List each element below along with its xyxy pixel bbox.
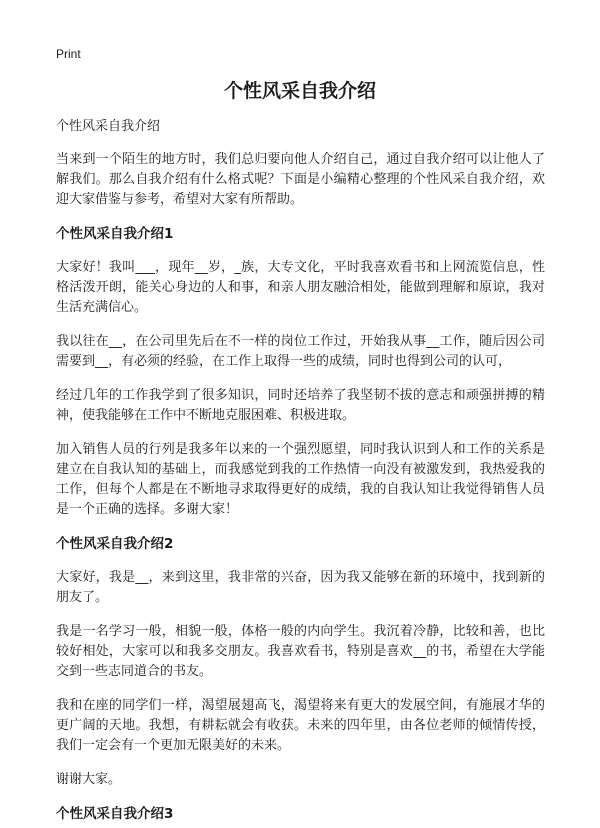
section-heading-2: 个性风采自我介绍2 [56,536,174,552]
intro-paragraph: 当来到一个陌生的地方时，我们总归要向他人介绍自己，通过自我介绍可以让他人了解我们。那么自我介绍有什么格式呢？下面是小编精心整理的个性风采自我介绍，欢迎大家借鉴与参考，希望对大家有所帮助。 [56,152,545,207]
article-subtitle: 个性风采自我介绍 [56,119,161,134]
print-link[interactable]: Print [56,47,81,61]
section-2-paragraph-3: 我和在座的同学们一样，渴望展翅高飞，渴望将来有更大的发展空间，有施展才华的更广阔的天地。我想，有耕耘就会有收获。未来的四年里，由各位老师的倾情传授，我们一定会有一个更加无限美好的未来。 [56,698,545,753]
section-1-paragraph-3: 经过几年的工作我学到了很多知识，同时还培养了我坚韧不拔的意志和顽强拼搏的精神，使我能够在工作中不断地克服困难、积极进取。 [56,388,545,423]
page-title: 个性风采自我介绍 [223,80,376,102]
section-2-paragraph-1: 大家好，我是__，来到这里，我非常的兴奋，因为我又能够在新的环境中，找到新的朋友了。 [56,570,545,605]
section-heading-3: 个性风采自我介绍3 [56,806,174,822]
section-1-paragraph-4: 加入销售人员的行列是我多年以来的一个强烈愿望，同时我认识到人和工作的关系是建立在自我认知的基础上，而我感觉到我的工作热情一向没有被激发到，我热爱我的工作，但每个人都是在不断地寻求取得更好的成绩，我的自我认知让我觉得销售人员是一个正确的选择。多谢大家！ [56,442,545,517]
section-1-paragraph-1: 大家好！我叫___，现年__岁，_族，大专文化，平时我喜欢看书和上网流览信息，性格活泼开朗，能关心身边的人和事，和亲人朋友融洽相处，能做到理解和原谅，我对生活充满信心。 [56,260,545,315]
section-heading-1: 个性风采自我介绍1 [56,226,174,242]
article-body [56,117,545,828]
section-2-paragraph-2: 我是一名学习一般，相貌一般，体格一般的内向学生。我沉着冷静，比较和善，也比较好相处，大家可以和我多交朋友。我喜欢看书，特别是喜欢__的书，希望在大学能交到一些志同道合的书友。 [56,624,545,679]
section-1-paragraph-2: 我以往在__，在公司里先后在不一样的岗位工作过，开始我从事__工作，随后因公司需要到__，有必须的经验，在工作上取得一些的成绩，同时也得到公司的认可， [56,334,545,369]
section-2-paragraph-4: 谢谢大家。 [56,772,122,787]
